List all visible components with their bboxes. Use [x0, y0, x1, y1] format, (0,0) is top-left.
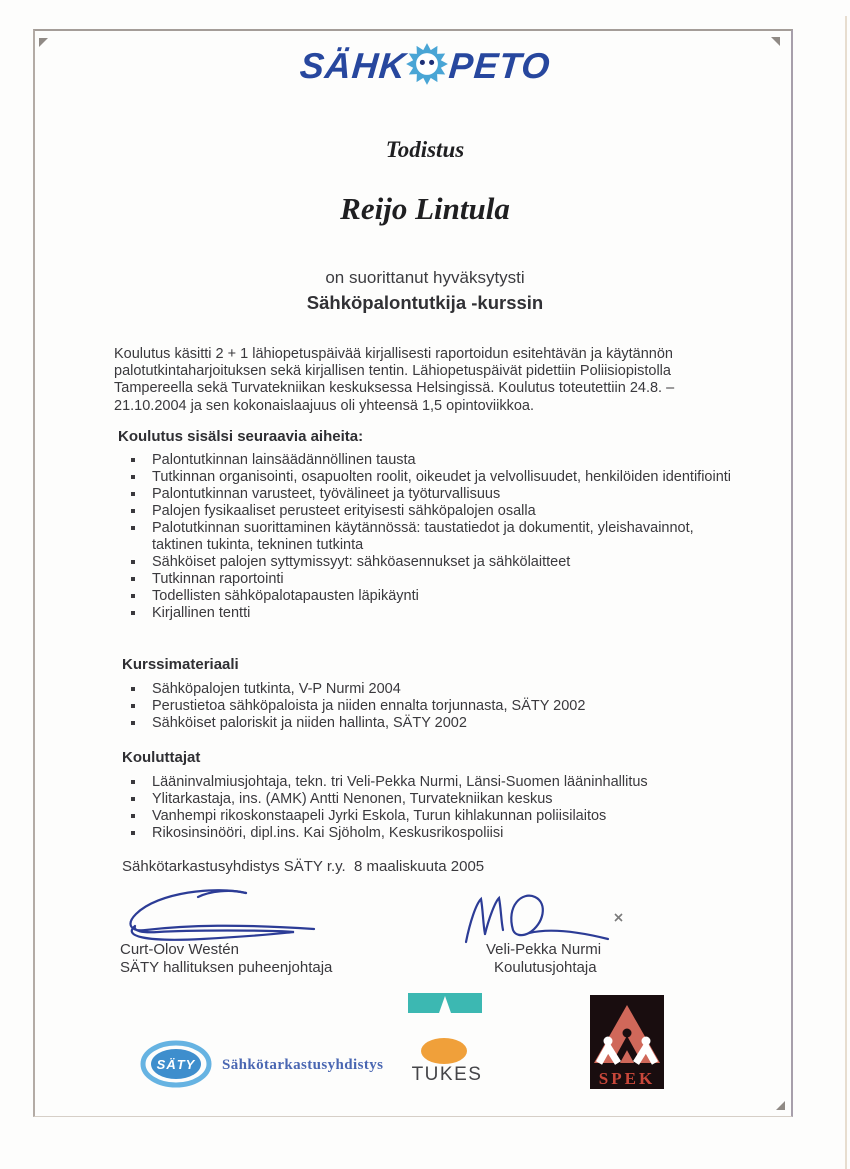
signer-title: Koulutusjohtaja: [494, 958, 597, 976]
signer-block-left: [120, 941, 332, 976]
list-item: Sähköiset palojen syttymissyyt: sähköasennukset ja sähkölaitteet: [128, 554, 734, 571]
list-item: Kirjallinen tentti: [128, 605, 734, 622]
sahkopeto-logo: [0, 42, 850, 90]
tukes-mark-top: [408, 993, 482, 1013]
signature-curt-olov-westen: [118, 886, 318, 944]
list-item: Tutkinnan raportointi: [128, 571, 734, 588]
sun-face-icon: [405, 42, 449, 86]
signer-block-right: [486, 941, 601, 976]
intro-paragraph: Koulutus käsitti 2 + 1 lähiopetuspäivää kirjallisesti raportoidun esitehtävän ja käytännön palotutkintaharjoituksen sekä kirjallisen tentin. Lähiopetuspäivät pidettiin Poliisiopistolla Tampereella sekä Turvatekniikan keskuksessa Helsingissä. Koulutus toteutettiin 24.8. – 21.10.2004 ja sen kokonaislaajuus oli yhteensä 1,5 opintoviikkoa.: [114, 346, 675, 414]
materials-list: [128, 681, 734, 732]
signature-veli-pekka-nurmi: [458, 890, 630, 945]
list-item: Perustietoa sähköpaloista ja niiden ennalta torjunnasta, SÄTY 2002: [128, 698, 734, 715]
signer-name: Veli-Pekka Nurmi: [486, 941, 602, 958]
saty-wordmark: Sähkötarkastusyhdistys: [222, 1057, 384, 1073]
list-item: Palontutkinnan varusteet, työvälineet ja työturvallisuus: [128, 486, 734, 503]
scan-edge-line: [845, 16, 847, 1169]
logo-text-left: SÄHK: [298, 45, 408, 86]
list-item: Tutkinnan organisointi, osapuolten roolit, oikeudet ja velvollisuudet, henkilöiden identifiointi: [128, 469, 734, 486]
topics-list: [128, 452, 734, 622]
signer-name: Curt-Olov Westén: [120, 941, 239, 958]
section-topics-heading: Koulutus sisälsi seuraavia aiheita:: [118, 428, 364, 445]
tukes-mark-ellipse: [421, 1038, 467, 1064]
list-item: Rikosinsinööri, dipl.ins. Kai Sjöholm, Keskusrikospoliisi: [128, 825, 734, 842]
completion-line: on suorittanut hyväksytysti: [325, 268, 525, 287]
date-line: Sähkötarkastusyhdistys SÄTY r.y. 8 maaliskuuta 2005: [122, 858, 485, 875]
list-item: Vanhempi rikoskonstaapeli Jyrki Eskola, Turun kihlakunnan poliisilaitos: [128, 808, 734, 825]
spek-wordmark: SPEK: [598, 1069, 656, 1088]
certificate-title: Todistus: [385, 137, 465, 162]
list-item: Todellisten sähköpalotapausten läpikäynti: [128, 588, 734, 605]
signer-title: SÄTY hallituksen puheenjohtaja: [120, 958, 333, 976]
saty-badge-text: SÄTY: [156, 1057, 196, 1072]
logo-text-right: PETO: [447, 45, 553, 86]
list-item: Ylitarkastaja, ins. (AMK) Antti Nenonen, Turvatekniikan keskus: [128, 791, 734, 808]
stray-pen-mark: [615, 914, 622, 921]
recipient-name: Reijo Lintula: [340, 191, 510, 226]
section-trainers-heading: Kouluttajat: [122, 749, 201, 766]
spek-logo: [590, 995, 664, 1089]
saty-logo: [140, 1040, 212, 1088]
trainers-list: [128, 774, 734, 842]
list-item: Lääninvalmiusjohtaja, tekn. tri Veli-Pekka Nurmi, Länsi-Suomen lääninhallitus: [128, 774, 734, 791]
course-name: Sähköpalontutkija -kurssin: [306, 292, 544, 313]
list-item: Palojen fysikaaliset perusteet erityisesti sähköpalojen osalla: [128, 503, 734, 520]
section-materials-heading: Kurssimateriaali: [122, 656, 239, 673]
list-item: Palotutkinnan suorittaminen käytännössä: taustatiedot ja dokumentit, yleishavainnot, taktinen tukinta, tekninen tutkinta: [128, 520, 734, 554]
list-item: Sähköpalojen tutkinta, V-P Nurmi 2004: [128, 681, 734, 698]
tukes-wordmark: TUKES: [411, 1064, 483, 1085]
list-item: Palontutkinnan lainsäädännöllinen tausta: [128, 452, 734, 469]
list-item: Sähköiset paloriskit ja niiden hallinta, SÄTY 2002: [128, 715, 734, 732]
